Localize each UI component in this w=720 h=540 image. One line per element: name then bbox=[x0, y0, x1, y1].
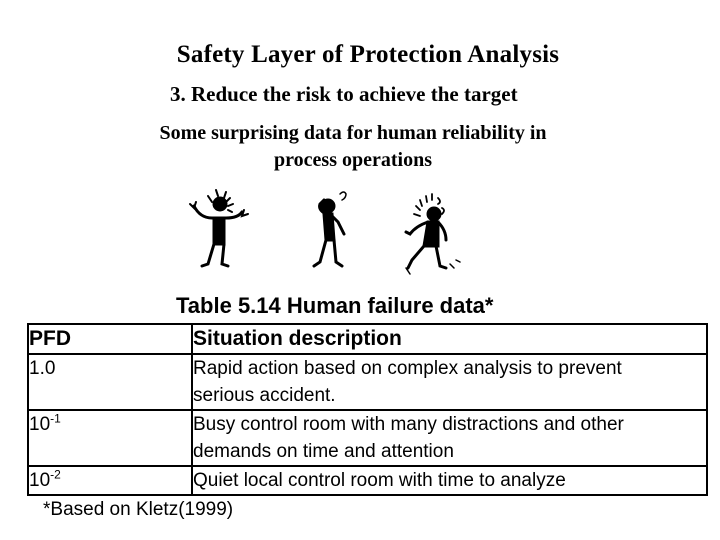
shouting-person-icon bbox=[190, 190, 248, 266]
table-footnote: *Based on Kletz(1999) bbox=[43, 499, 234, 520]
description-line: Quiet local control room with time to analyze bbox=[193, 470, 566, 491]
pfd-value bbox=[28, 354, 192, 410]
description-line: Rapid action based on complex analysis to prevent bbox=[193, 358, 622, 379]
table-row bbox=[28, 410, 707, 466]
table-header-row bbox=[28, 324, 707, 354]
pfd-base: 10 bbox=[29, 414, 51, 435]
situation-description bbox=[192, 410, 707, 466]
header-situation: Situation description bbox=[192, 324, 707, 354]
table-row bbox=[28, 354, 707, 410]
table-row bbox=[28, 466, 707, 495]
slide-title: Safety Layer of Protection Analysis bbox=[176, 41, 560, 68]
situation-description bbox=[192, 466, 707, 495]
panicked-person-icon bbox=[406, 194, 460, 274]
intro-line-1: Some surprising data for human reliability in bbox=[159, 122, 547, 144]
intro-text bbox=[110, 120, 596, 174]
pfd-value bbox=[28, 466, 192, 495]
pfd-exponent: -2 bbox=[50, 467, 61, 482]
description-line: serious accident. bbox=[193, 385, 336, 406]
confused-person-icon bbox=[314, 192, 346, 266]
situation-description bbox=[192, 354, 707, 410]
stick-figures bbox=[180, 188, 470, 278]
pfd-base: 1.0 bbox=[29, 358, 56, 379]
slide-subtitle: 3. Reduce the risk to achieve the target bbox=[170, 82, 518, 106]
pfd-exponent: -1 bbox=[50, 411, 61, 426]
pfd-base: 10 bbox=[29, 470, 51, 491]
table-caption: Table 5.14 Human failure data* bbox=[176, 293, 494, 318]
description-line: demands on time and attention bbox=[193, 441, 454, 462]
pfd-value bbox=[28, 410, 192, 466]
human-failure-table bbox=[27, 323, 708, 496]
intro-line-2: process operations bbox=[274, 149, 432, 171]
header-pfd: PFD bbox=[28, 324, 192, 354]
description-line: Busy control room with many distractions and other bbox=[193, 414, 624, 435]
